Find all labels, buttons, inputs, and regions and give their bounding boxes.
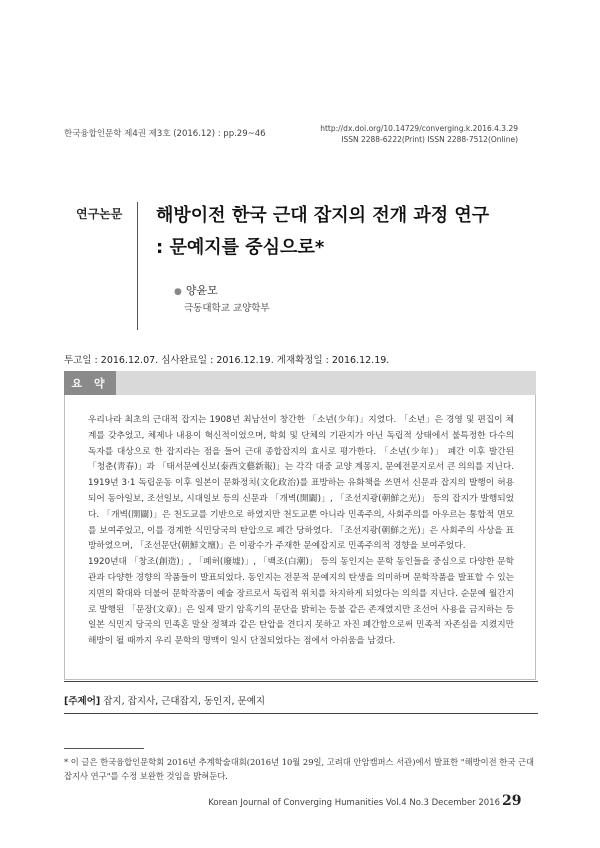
bullet-icon: ● — [174, 287, 182, 297]
title-divider — [137, 202, 138, 330]
submission-dates: 투고일 : 2016.12.07. 심사완료일 : 2016.12.19. 게재확정일 : 2016.12.19. — [64, 355, 390, 366]
summary-header-bar — [64, 371, 536, 395]
issn-text: ISSN 2288-6222(Print) ISSN 2288-7512(Online) — [341, 135, 518, 144]
title-line-2: : 문예지를 중심으로* — [156, 237, 325, 258]
section-label: 연구논문 — [76, 207, 123, 221]
summary-text — [88, 413, 514, 650]
title-line-1: 해방이전 한국 근대 잡지의 전개 과정 연구 — [156, 205, 490, 226]
summary-paragraph: 우리나라 최초의 근대적 잡지는 1908년 최남선이 창간한 「소년(少年)」지였다. 「소년」은 경영 및 편집이 체계를 갖추었고, 체제나 내용이 혁신적이었으며, 학회 및 단체의 기관지가 아닌 독립적 상태에서 불특정한 다수의 독자를 대상으로 한 잡지라는 점을 들어 근대 종합잡지의 효시로 평가한다. 「소년(少年)」 폐간 이후 발간된 「청춘(靑春)」과 「태서문예신보(泰西文藝新報)」는 각각 대중 교양 계몽지, 문예전문지로서 큰 의의를 지닌다. 1919년 3·1 독립운동 이후 일본이 문화정치(文化政治)를 표방하는 유화책을 쓰면서 신문과 잡지의 발행이 허용되어 동아일보, 조선일보, 시대일보 등의 신문과 「개벽(開闢)」, 「조선지광(朝鮮之光)」 등의 잡지가 발행되었다. 「개벽(開闢)」은 천도교를 기반으로 하였지만 천도교뿐 아니라 민족주의, 사회주의를 아우르는 통합적 면모를 보여주었고, 이를 경계한 식민당국의 탄압으로 폐간 당하였다. 「조선지광(朝鮮之光)」은 사회주의 사상을 표방하였으며, 「조선문단(朝鮮文壇)」은 이광수가 주재한 문예잡지로 민족주의적 경향을 보여주었다. — [88, 415, 514, 552]
doi-link[interactable]: http://dx.doi.org/10.14729/converging.k.2016.4.3.29 — [320, 124, 518, 133]
keywords-bottom-rule — [64, 713, 538, 714]
keywords-label: [주제어] — [64, 696, 101, 707]
keywords-top-rule — [64, 681, 538, 682]
summary-label: 요 약 — [64, 371, 116, 395]
summary-paragraph: 1920년대 「창조(創造)」, 「폐허(廢墟)」, 「백조(白潮)」 등의 동인지는 문학 동인들을 중심으로 다양한 문학관과 다양한 경향의 작품들이 발표되었다. 동인지는 전문적 문예지의 탄생을 의미하며 문학작품을 발표할 수 있는 지면의 확대와 더불어 문학작품이 예술 장르로서 독립적 위치를 차지하게 되었다는 의의를 지닌다. 순문예 월간지로 발행된 「문장(文章)」은 일제 말기 암흑기의 문단을 밝히는 등불 같은 존재였지만 조선어 사용을 금지하는 등 일본 식민지 당국의 민족혼 말살 정책과 같은 탄압을 견디지 못하고 자진 폐간함으로써 민족적 자존심을 지켰지만 해방이 될 때까지 우리 문학의 명맥이 일시 단절되었다는 점에서 아쉬움을 남겼다. — [88, 557, 514, 647]
doi-block — [320, 123, 518, 145]
article-title — [156, 200, 489, 264]
journal-citation: 한국융합인문학 제4권 제3호 (2016.12) : pp.29~46 — [64, 129, 266, 139]
page-number: 29 — [502, 793, 522, 809]
author-name: 양윤모 — [185, 284, 218, 297]
keywords — [64, 693, 265, 707]
footnote-rule — [64, 748, 144, 749]
journal-footer: Korean Journal of Converging Humanities Vol.4 No.3 December 2016 — [208, 798, 500, 808]
author — [174, 282, 218, 298]
footnote: * 이 글은 한국융합인문학회 2016년 추계학술대회(2016년 10월 29일, 고려대 안암캠퍼스 서관)에서 발표한 "해방이전 한국 근대 잡지사 연구"를 수정 보완한 것임을 밝혀둔다. — [64, 757, 534, 781]
affiliation: 극동대학교 교양학부 — [184, 303, 270, 314]
keywords-terms: 잡지, 잡지사, 근대잡지, 동인지, 문예지 — [103, 696, 266, 707]
